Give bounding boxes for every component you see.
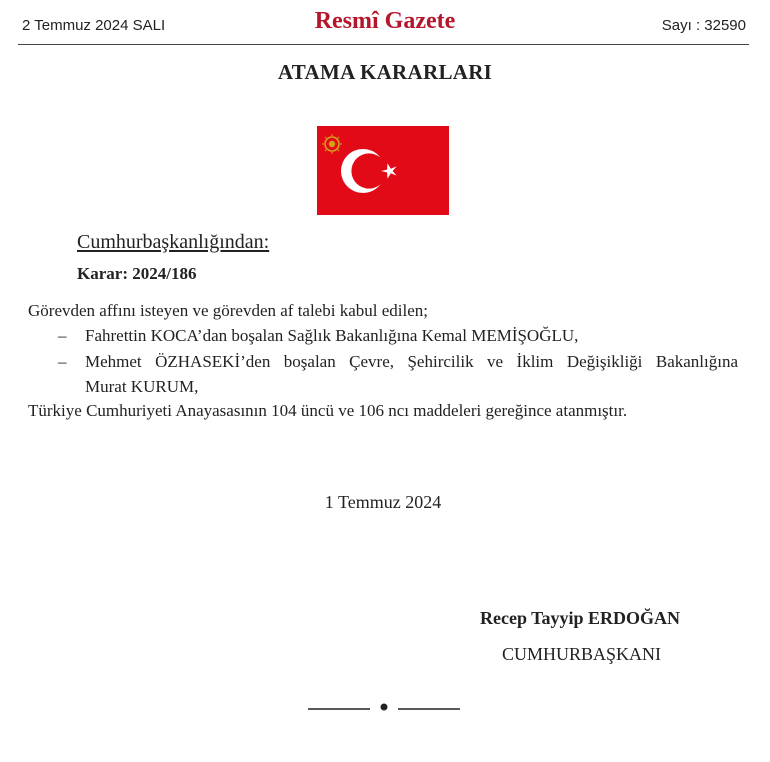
- appointment-item-2: [58, 351, 738, 373]
- publication-title: Resmî Gazete: [314, 8, 456, 34]
- signer-title: CUMHURBAŞKANI: [502, 644, 662, 664]
- turkish-flag-icon: [317, 126, 449, 215]
- decision-number: Karar: 2024/186: [77, 264, 197, 283]
- issuing-authority: Cumhurbaşkanlığından:: [77, 231, 270, 253]
- header-rule: [18, 44, 749, 45]
- document-title: ATAMA KARARLARI: [277, 60, 493, 84]
- intro-paragraph: Görevden affını isteyen ve görevden af talebi kabul edilen;: [28, 301, 428, 320]
- appointment-text: Mehmet ÖZHASEKİ’den boşalan Çevre, Şehircilik ve İklim Değişikliği Bakanlığına: [85, 352, 738, 371]
- appointment-item-1: [58, 325, 578, 347]
- header-date: 2 Temmuz 2024 SALI: [22, 17, 166, 34]
- presidential-emblem-icon: [322, 134, 342, 154]
- issue-number: Sayı : 32590: [661, 17, 746, 34]
- closing-paragraph: Türkiye Cumhuriyeti Anayasasının 104 üncü ve 106 ncı maddeleri gereğince atanmıştır.: [28, 401, 628, 420]
- end-separator-icon: [308, 700, 460, 714]
- list-dash: –: [58, 326, 67, 345]
- decision-date: 1 Temmuz 2024: [324, 492, 442, 512]
- appointment-text: Fahrettin KOCA’dan boşalan Sağlık Bakanlığına Kemal MEMİŞOĞLU,: [85, 326, 579, 345]
- signer-name: Recep Tayyip ERDOĞAN: [480, 608, 681, 628]
- list-dash: –: [58, 352, 67, 371]
- appointment-item-2-continuation: Murat KURUM,: [85, 377, 199, 396]
